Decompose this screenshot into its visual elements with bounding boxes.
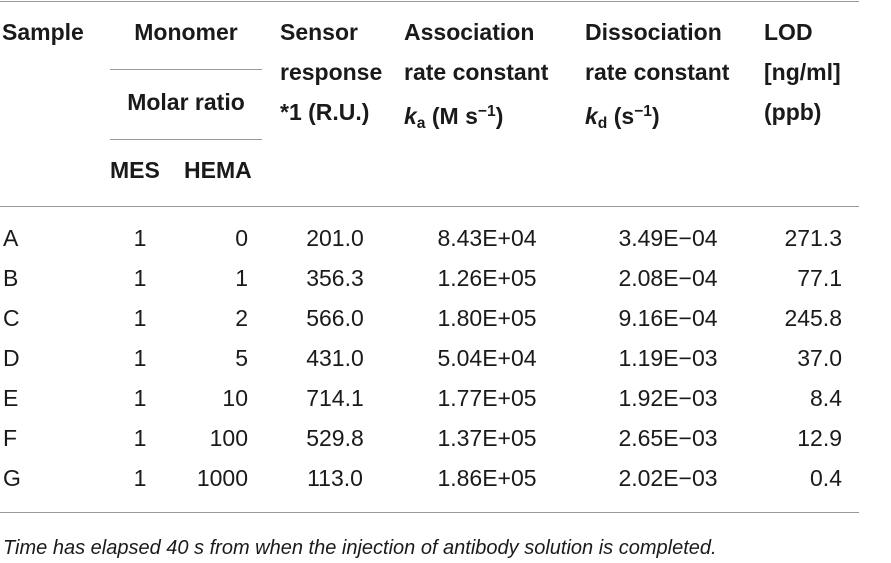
header-assoc-line2: rate constant (404, 59, 549, 85)
cell-lod: 245.8 (784, 305, 842, 331)
table-bottom-rule (0, 512, 859, 513)
cell-mes: 1 (133, 465, 147, 491)
assoc-superscript: −1 (477, 103, 496, 120)
cell-sensor: 431.0 (306, 345, 364, 371)
cell-lod: 12.9 (797, 425, 842, 451)
assoc-unit-pre: (M s (431, 103, 478, 129)
cell-ka: 1.37E+05 (437, 425, 537, 451)
cell-mes: 1 (133, 345, 147, 371)
cell-sample: D (3, 345, 20, 371)
monomer-underline (110, 69, 262, 70)
cell-ka: 1.80E+05 (437, 305, 537, 331)
cell-ka: 5.04E+04 (437, 345, 537, 371)
cell-sample: A (3, 225, 19, 251)
cell-lod: 8.4 (810, 385, 842, 411)
cell-hema: 0 (235, 225, 248, 251)
cell-mes: 1 (133, 265, 147, 291)
table-top-rule (0, 1, 859, 2)
header-assoc-line1: Association (404, 19, 535, 45)
cell-sensor: 356.3 (306, 265, 364, 291)
cell-kd: 2.08E−04 (618, 265, 718, 291)
cell-kd: 2.02E−03 (618, 465, 718, 491)
cell-sample: F (3, 425, 18, 451)
header-dissoc-unit (585, 92, 660, 144)
dissoc-unit-post: ) (652, 103, 660, 129)
header-sensor-line3: *1 (R.U.) (280, 99, 370, 125)
cell-kd: 1.19E−03 (618, 345, 718, 371)
header-molar-ratio: Molar ratio (127, 89, 245, 115)
header-bottom-rule (0, 206, 859, 207)
header-lod-line3: (ppb) (764, 99, 822, 125)
cell-mes: 1 (133, 305, 147, 331)
header-lod-line2: [ng/ml] (764, 59, 841, 85)
cell-ka: 1.86E+05 (437, 465, 537, 491)
header-assoc-unit (404, 92, 503, 144)
cell-ka: 1.26E+05 (437, 265, 537, 291)
header-mes: MES (110, 157, 160, 183)
cell-mes: 1 (133, 385, 147, 411)
dissoc-unit-pre: (s (613, 103, 635, 129)
cell-ka: 8.43E+04 (437, 225, 537, 251)
cell-hema: 1000 (196, 465, 248, 491)
cell-sample: E (3, 385, 19, 411)
dissoc-superscript: −1 (634, 103, 653, 120)
header-sensor-line1: Sensor (280, 19, 358, 45)
cell-mes: 1 (133, 425, 147, 451)
header-lod-line1: LOD (764, 19, 813, 45)
header-sensor-line2: response (280, 59, 383, 85)
cell-hema: 2 (235, 305, 248, 331)
cell-sensor: 566.0 (306, 305, 364, 331)
cell-hema: 100 (209, 425, 248, 451)
cell-lod: 77.1 (797, 265, 842, 291)
cell-hema: 1 (235, 265, 248, 291)
cell-hema: 10 (222, 385, 248, 411)
cell-sample: B (3, 265, 19, 291)
cell-kd: 3.49E−04 (618, 225, 718, 251)
cell-ka: 1.77E+05 (437, 385, 537, 411)
cell-sample: G (3, 465, 21, 491)
dissoc-k-symbol: k (585, 103, 598, 129)
cell-sensor: 113.0 (307, 465, 363, 491)
cell-sensor: 714.1 (306, 385, 364, 411)
cell-hema: 5 (235, 345, 248, 371)
cell-sensor: 201.0 (306, 225, 364, 251)
cell-kd: 1.92E−03 (618, 385, 718, 411)
assoc-unit-post: ) (495, 103, 504, 129)
cell-mes: 1 (133, 225, 147, 251)
assoc-subscript: a (416, 115, 426, 132)
cell-sensor: 529.8 (306, 425, 364, 451)
assoc-k-symbol: k (404, 103, 417, 129)
header-monomer: Monomer (134, 19, 238, 45)
cell-kd: 9.16E−04 (618, 305, 718, 331)
cell-lod: 37.0 (797, 345, 842, 371)
cell-lod: 0.4 (810, 465, 842, 491)
molar-ratio-underline (110, 139, 262, 140)
cell-lod: 271.3 (784, 225, 842, 251)
dissoc-subscript: d (597, 115, 608, 132)
header-dissoc-line1: Dissociation (585, 19, 722, 45)
header-hema: HEMA (184, 157, 252, 183)
cell-kd: 2.65E−03 (618, 425, 718, 451)
header-dissoc-line2: rate constant (585, 59, 730, 85)
cell-sample: C (3, 305, 20, 331)
header-sample: Sample (2, 19, 84, 45)
table-footnote: Time has elapsed 40 s from when the injection of antibody solution is completed. (3, 537, 717, 559)
